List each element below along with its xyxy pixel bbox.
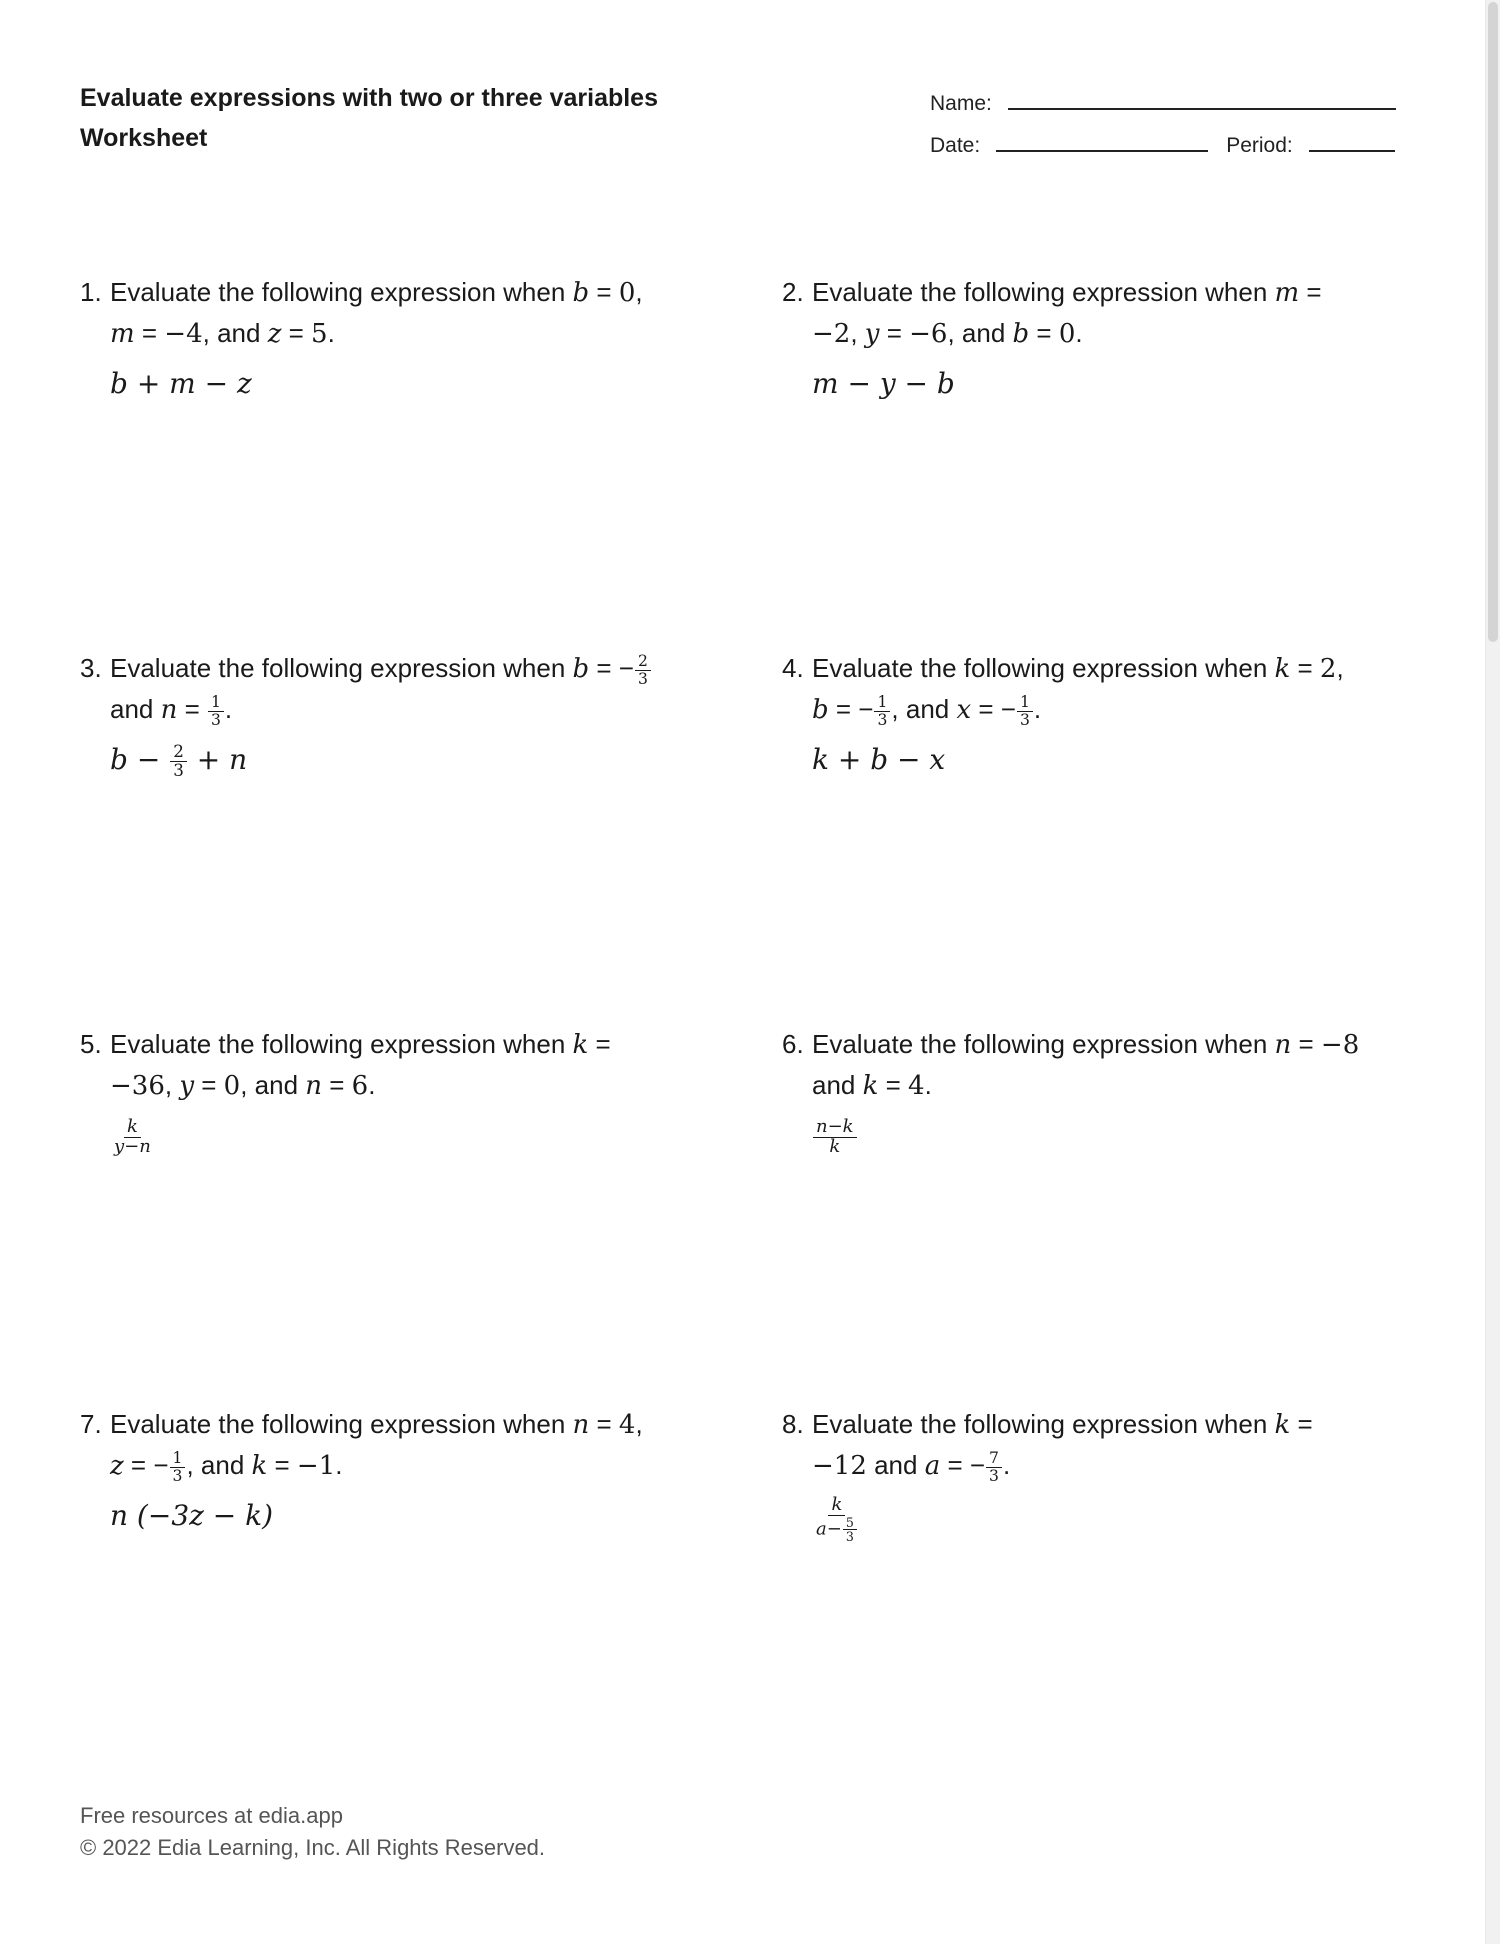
footer xyxy=(80,1800,545,1864)
name-label: Name: xyxy=(930,92,992,115)
problem-1-number: 1. xyxy=(80,277,102,307)
problem-6-prompt: 6. Evaluate the following expression when n = −8 and k = 4. xyxy=(782,1024,1392,1106)
problem-6-number: 6. xyxy=(782,1029,804,1059)
problem-8-expression: k a− $\frac{5}{3}$ xyxy=(812,1496,1392,1543)
date-period-line xyxy=(930,134,1395,158)
problem-1 xyxy=(80,272,690,404)
problem-3-expression: b − $\frac{2}{3}$ + n xyxy=(110,741,248,780)
vertical-scrollbar[interactable] xyxy=(1485,0,1500,1944)
period-blank xyxy=(1309,149,1395,152)
worksheet-title xyxy=(80,78,658,158)
problem-7-number: 7. xyxy=(80,1409,102,1439)
problem-8 xyxy=(782,1404,1392,1543)
problem-1-prompt: 1. Evaluate the following expression when b = 0, m = −4, and z = 5. xyxy=(80,272,690,354)
name-blank xyxy=(1008,107,1396,110)
problem-2-prompt: 2. Evaluate the following expression when m = −2, y = −6, and b = 0. xyxy=(782,272,1392,354)
title-line-2: Worksheet xyxy=(80,124,208,152)
problem-4 xyxy=(782,648,1392,780)
problem-5-number: 5. xyxy=(80,1029,102,1059)
problem-5-expression: $\frac{k}{y-n}$ xyxy=(114,1116,151,1157)
problem-8-number: 8. xyxy=(782,1409,804,1439)
problem-4-expression: k + b − x xyxy=(812,743,946,776)
problem-6 xyxy=(782,1024,1392,1157)
problem-2 xyxy=(782,272,1392,404)
title-line-1: Evaluate expressions with two or three variables xyxy=(80,84,658,112)
footer-resources: Free resources at edia.app xyxy=(80,1803,343,1828)
problem-7 xyxy=(80,1404,690,1536)
problem-1-expression: b + m − z xyxy=(110,367,252,400)
scrollbar-thumb[interactable] xyxy=(1488,2,1498,642)
problem-7-prompt: 7. Evaluate the following expression when n = 4, z = − $\frac{1}{3}$ , and k = −1. xyxy=(80,1404,690,1486)
problem-2-number: 2. xyxy=(782,277,804,307)
date-blank xyxy=(996,149,1208,152)
problem-5 xyxy=(80,1024,690,1157)
problem-2-expression: m − y − b xyxy=(812,367,955,400)
problem-7-expression: n (−3z − k) xyxy=(110,1499,274,1532)
problem-3-number: 3. xyxy=(80,653,102,683)
name-line xyxy=(930,92,1396,116)
problem-8-prompt: 8. Evaluate the following expression when k = −12 and a = − $\frac{7}{3}$ . xyxy=(782,1404,1392,1486)
period-label: Period: xyxy=(1226,134,1293,157)
problem-6-expression: $\frac{n-k}{k}$ xyxy=(812,1116,1392,1157)
problem-4-prompt: 4. Evaluate the following expression when k = 2, b = − $\frac{1}{3}$ , and x = − $\frac{1}{3}$ . xyxy=(782,648,1392,730)
problem-4-number: 4. xyxy=(782,653,804,683)
problem-3 xyxy=(80,648,690,780)
footer-copyright: © 2022 Edia Learning, Inc. All Rights Reserved. xyxy=(80,1835,546,1860)
date-label: Date: xyxy=(930,134,981,157)
problem-3-prompt: 3. Evaluate the following expression when b = − $\frac{2}{3}$ and n = $\frac{1}{3}$ . xyxy=(80,648,690,730)
problem-5-prompt: 5. Evaluate the following expression when k = −36, y = 0, and n = 6. xyxy=(80,1024,690,1106)
